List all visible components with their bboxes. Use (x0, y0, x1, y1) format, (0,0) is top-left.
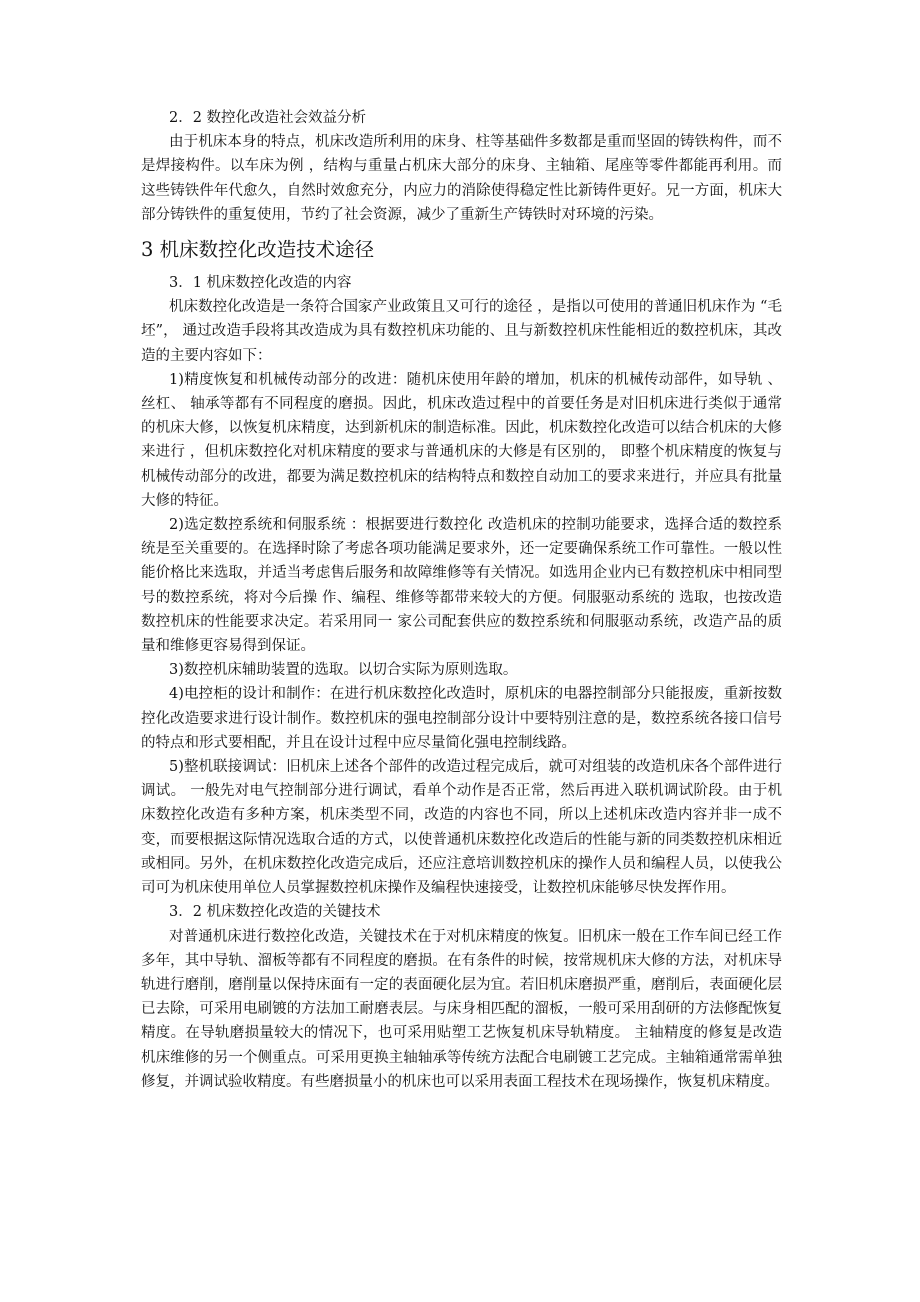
section-3-1-item-4: 4)电控柜的设计和制作：在进行机床数控化改造时，原机床的电器控制部分只能报废，重新按数控化改造要求进行设计制作。数控机床的强电控制部分设计中要特别注意的是，数控系统各接口信号的特点和形式要相配，并且在设计过程中应尽量简化强电控制线路。 (141, 686, 782, 751)
section-2-2-heading: 2．2 数控化改造社会效益分析 (169, 110, 367, 126)
section-3-1-item-1: 1)精度恢复和机械传动部分的改进：随机床使用年龄的增加，机床的机械传动部件，如导轨 、丝杠、 轴承等都有不同程度的磨损。因此，机床改造过程中的首要任务是对旧机床进行类似于通常的机床大修，以恢复机床精度，达到新机床的制造标准。因此，机床数控化改造可以结合机床的大修来进行 ，但机床数控化对机床精度的要求与普通机床的大修是有区别的， 即整个机床精度的恢复与机械传动部分的改进，都要为满足数控机床的结构特点和数控自动加工的要求来进行，并应具有批量大修的特征。 (141, 371, 782, 509)
document-page (141, 106, 782, 1094)
section-3-heading: 3 机床数控化改造技术途径 (141, 238, 375, 262)
section-3-2-paragraph-1: 对普通机床进行数控化改造，关键技术在于对机床精度的恢复。旧机床一般在工作车间已经工作多年，其中导轨、溜板等都有不同程度的磨损。在有条件的时候，按常规机床大修的方法，对机床导轨进行磨削，磨削量以保持床面有一定的表面硬化层为宜。若旧机床磨损严重，磨削后，表面硬化层已去除，可采用电刷镀的方法加工耐磨表层。与床身相匹配的溜板，一般可采用刮研的方法修配恢复精度。在导轨磨损量较大的情况下，也可采用贴塑工艺恢复机床导轨精度。 主轴精度的修复是改造机床维修的另一个侧重点。可采用更换主轴轴承等传统方法配合电刷镀工艺完成。主轴箱通常需单独修复，并调试验收精度。有些磨损量小的机床也可以采用表面工程技术在现场操作，恢复机床精度。 (141, 928, 782, 1090)
section-3-1-heading: 3．1 机床数控化改造的内容 (169, 275, 352, 292)
section-2-2-paragraph-1: 由于机床本身的特点，机床改造所利用的床身、柱等基础件多数都是重而坚固的铸铁构件，而不是焊接构件。以车床为例 ，结构与重量占机床大部分的床身、主轴箱、尾座等零件都能再利用。而这些铸铁件年代愈久，自然时效愈充分，内应力的消除使得稳定性比新铸件更好。兄一方面，机床大部分铸铁件的重复使用，节约了社会资源，减少了重新生产铸铁时对环境的污染。 (141, 134, 782, 223)
section-3-1-item-3: 3)数控机床辅助装置的选取。以切合实际为原则选取。 (169, 662, 518, 679)
section-3-1-paragraph-intro: 机床数控化改造是一条符合国家产业政策且又可行的途径 ，是指以可使用的普通旧机床作为 “毛坯”， 通过改造手段将其改造成为具有数控机床功能的、且与新数控机床性能相近的数控机床，其改造的主要内容如下： (141, 299, 782, 364)
section-3-1-item-5: 5)整机联接调试：旧机床上述各个部件的改造过程完成后，就可对组装的改造机床各个部件进行调试。 一般先对电气控制部分进行调试，看单个动作是否正常，然后再进入联机调试阶段。由于机床数控化改造有多种方案，机床类型不同，改造的内容也不同，所以上述机床改造内容并非一成不变，而要根据这际情况选取合适的方式，以使普通机床数控化改造后的性能与新的同类数控机床相近或相同。另外，在机床数控化改造完成后，还应注意培训数控机床的操作人员和编程人员，以使我公司可为机床使用单位人员掌握数控机床操作及编程快速接受，让数控机床能够尽快发挥作用。 (141, 759, 782, 897)
section-3-1-item-2: 2)选定数控系统和伺服系统 ：根据要进行数控化 改造机床的控制功能要求，选择合适的数控系统是至关重要的。在选择时除了考虑各项功能满足要求外，还一定要确保系统工作可靠性。一般以性能价格比来选取，并适当考虑售后服务和故障维修等有关情况。如选用企业内已有数控机床中相同型号的数控系统，将对今后操 作、编程、维修等都带来较大的方便。伺服驱动系统的 选取，也按改造数控机床的性能要求决定。若采用同一 家公司配套供应的数控系统和伺服驱动系统，改造产品的质量和维修更容易得到保证。 (141, 517, 782, 655)
section-3-2-heading: 3．2 机床数控化改造的关键技术 (169, 904, 381, 921)
